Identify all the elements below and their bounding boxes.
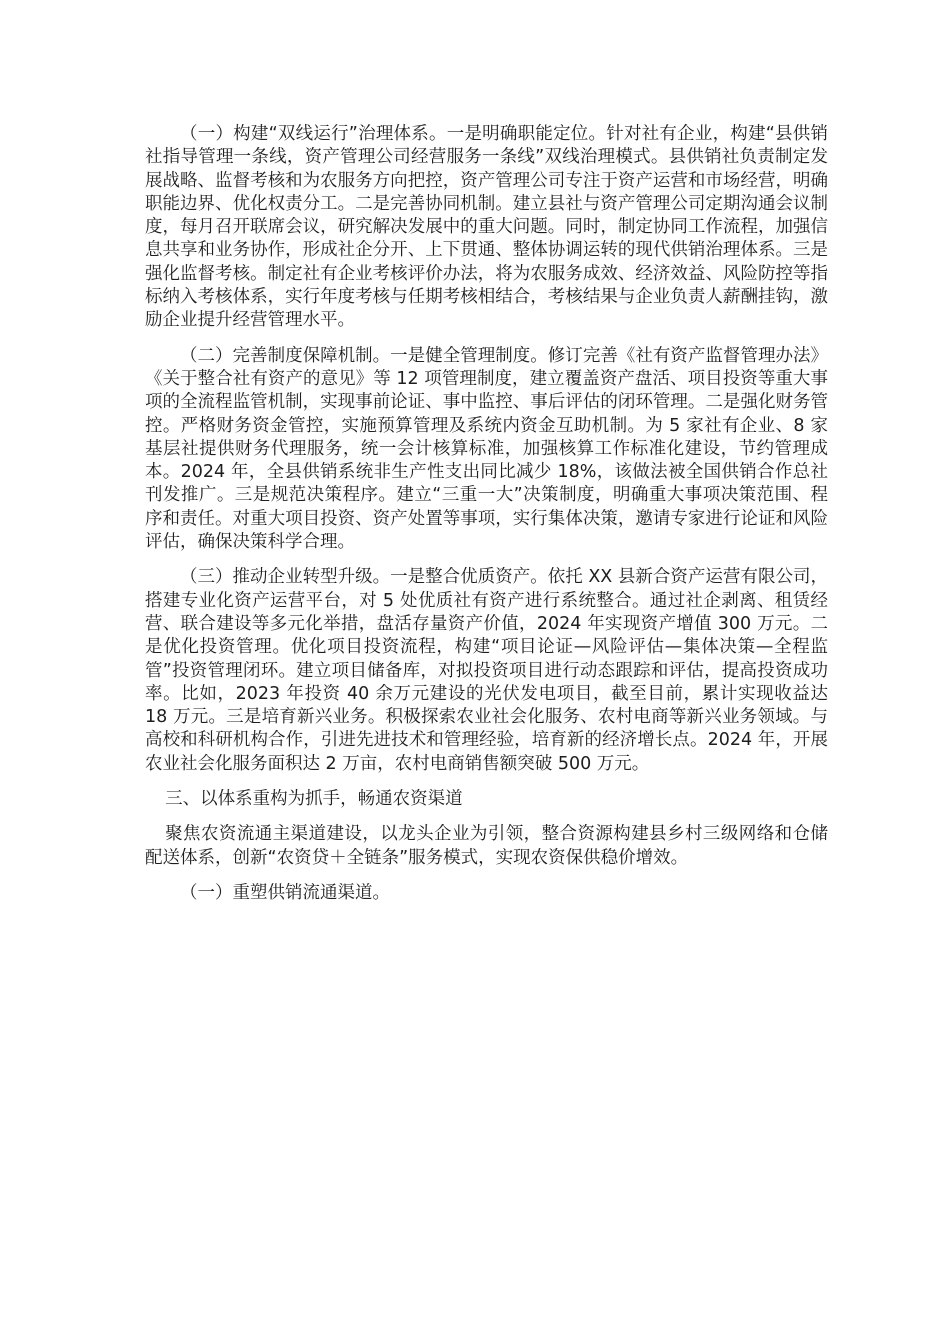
subheading-reshape-channels: （一）重塑供销流通渠道。 bbox=[180, 882, 390, 903]
section-heading-agricultural-channels: 三、以体系重构为抓手，畅通农资渠道 bbox=[165, 789, 463, 810]
document-page bbox=[145, 123, 828, 917]
paragraph-governance-system: （一）构建“双线运行”治理体系。一是明确职能定位。针对社有企业，构建“县供销社指导管理一条线，资产管理公司经营服务一条线”双线治理模式。县供销社负责制定发展战略、监督考核和为农服务方向把控，资产管理公司专注于资产运营和市场经营，明确职能边界、优化权责分工。二是完善协同机制。建立县社与资产管理公司定期沟通会议制度，每月召开联席会议，研究解决发展中的重大问题。同时，制定协同工作流程，加强信息共享和业务协作，形成社企分开、上下贯通、整体协调运转的现代供销治理体系。三是强化监督考核。制定社有企业考核评价办法，将为农服务成效、经济效益、风险防控等指标纳入考核体系，实行年度考核与任期考核相结合，考核结果与企业负责人薪酬挂钩，激励企业提升经营管理水平。 bbox=[145, 124, 828, 331]
paragraph-channel-overview: 聚焦农资流通主渠道建设，以龙头企业为引领，整合资源构建县乡村三级网络和仓储配送体系，创新“农资贷＋全链条”服务模式，实现农资保供稳价增效。 bbox=[145, 824, 828, 868]
paragraph-enterprise-transformation: （三）推动企业转型升级。一是整合优质资产。依托 XX 县新合资产运营有限公司，搭建专业化资产运营平台，对 5 处优质社有资产进行系统整合。通过社企剥离、租赁经营、联合建设等多元化举措，盘活存量资产价值，2024 年实现资产增值 300 万元。二是优化投资管理。优化项目投资流程，构建“项目论证—风险评估—集体决策—全程监管”投资管理闭环。建立项目储备库，对拟投资项目进行动态跟踪和评估，提高投资成功率。比如，2023 年投资 40 余万元建设的光伏发电项目，截至目前，累计实现收益达 18 万元。三是培育新兴业务。积极探索农业社会化服务、农村电商等新兴业务领域。与高校和科研机构合作，引进先进技术和管理经验，培育新的经济增长点。2024 年，开展农业社会化服务面积达 2 万亩，农村电商销售额突破 500 万元。 bbox=[145, 567, 828, 774]
paragraph-institutional-guarantee: （二）完善制度保障机制。一是健全管理制度。修订完善《社有资产监督管理办法》《关于整合社有资产的意见》等 12 项管理制度，建立覆盖资产盘活、项目投资等重大事项的全流程监管机制，实现事前论证、事中监控、事后评估的闭环管理。二是强化财务管控。严格财务资金管控，实施预算管理及系统内资金互助机制。为 5 家社有企业、8 家基层社提供财务代理服务，统一会计核算标准，加强核算工作标准化建设，节约管理成本。2024 年，全县供销系统非生产性支出同比减少 18%，该做法被全国供销合作总社刊发推广。三是规范决策程序。建立“三重一大”决策制度，明确重大事项决策范围、程序和责任。对重大项目投资、资产处置等事项，实行集体决策，邀请专家进行论证和风险评估，确保决策科学合理。 bbox=[145, 345, 828, 553]
